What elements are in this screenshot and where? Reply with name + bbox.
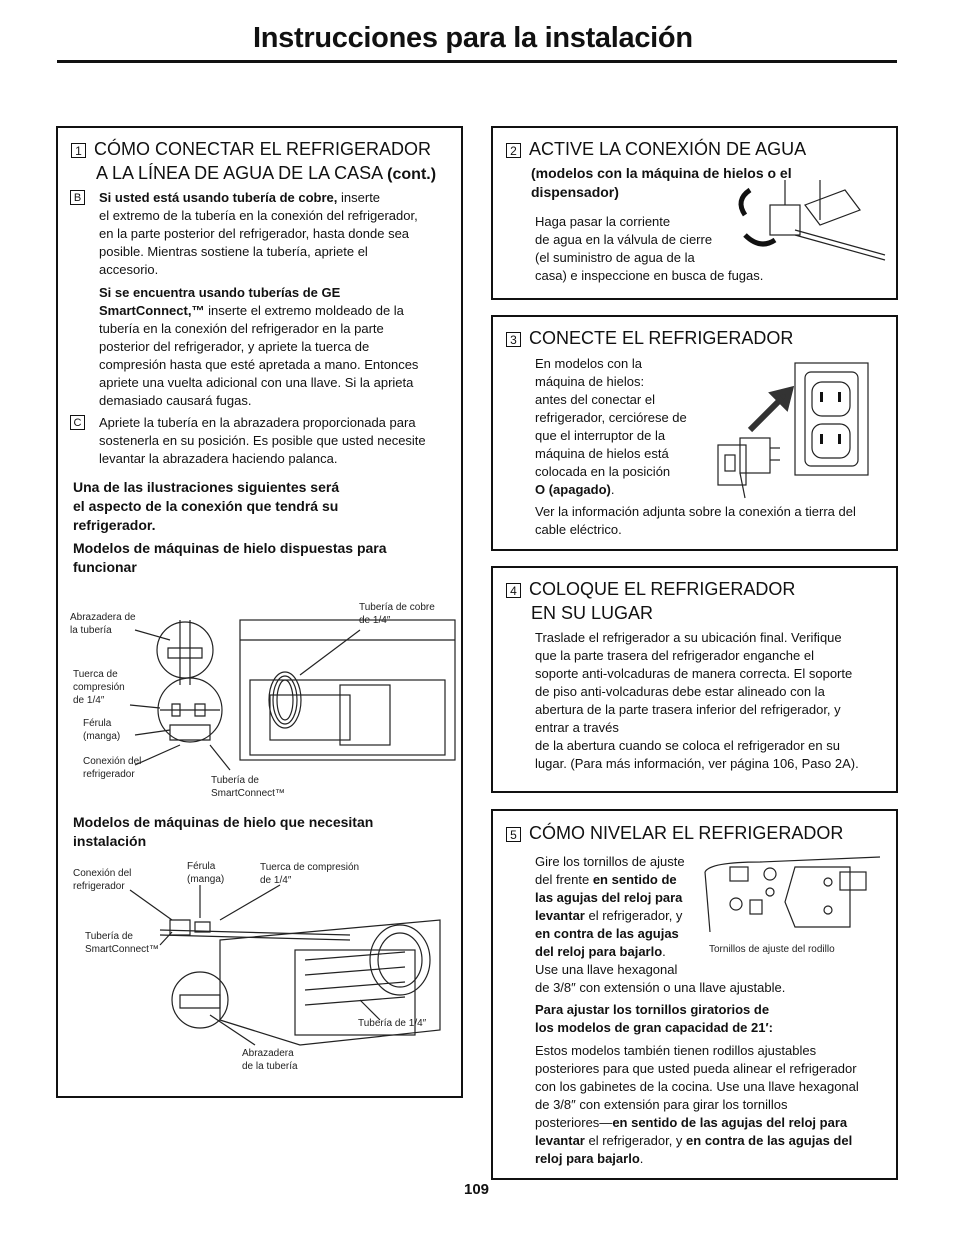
section-4-heading: 4 COLOQUE EL REFRIGERADOR: [506, 578, 795, 600]
label-pipe-clamp: Abrazadera de la tubería: [70, 612, 136, 636]
section-4-heading-line2: EN SU LUGAR: [531, 603, 654, 623]
label-pipe-clamp-2: Abrazadera de la tubería: [242, 1048, 298, 1072]
step-c-text: Apriete la tubería en la abrazadera proporcionada para sostenerla en su posición. Es posible que usted necesite levantar la abrazadera haciendo palanca.: [99, 415, 426, 466]
label-ferrule-2: Férula (manga): [187, 861, 225, 885]
section-2-heading: 2 ACTIVE LA CONEXIÓN DE AGUA: [506, 138, 806, 160]
section-4-text: Traslade el refrigerador a su ubicación final. Verifique que la parte trasera del refrigerador enganche el soporte anti-volcaduras de manera correcta. El soporte de piso anti-volcaduras debe estar alineado con la abertura de la parte trasera inferior del refrigerador, y entrar a través de la abertura cuando se coloca el refrigerador en su lugar. (Para más información, ver página 106, Paso 2A).: [535, 630, 859, 771]
label-compression-nut: Tuerca de compresión de 1/4″: [73, 669, 125, 706]
smartconnect-text: Si se encuentra usando tuberías de GE SmartConnect,™ inserte el extremo moldeado de la tubería en la conexión del refrigerador en la parte posterior del refrigerador, y apriete la tuerca de compresión hasta que esté apretada a mano. Entonces apriete una vuelta adicional con una llave. Si la aprieta demasiado causará fugas.: [99, 285, 419, 408]
illustration-note: Una de las ilustraciones siguientes será el aspecto de la conexión que tendrá su refrigerador.: [73, 479, 340, 533]
section-2-subheading: (modelos con la máquina de hielos o el dispensador): [531, 165, 792, 200]
install-models-heading: Modelos de máquinas de hielo que necesitan instalación: [73, 814, 374, 849]
outlet-plug-illustration: [710, 360, 870, 500]
label-ferrule: Férula (manga): [83, 718, 121, 742]
section-3-note: Ver la información adjunta sobre la conexión a tierra del cable eléctrico.: [535, 504, 856, 537]
section-3-text: En modelos con la máquina de hielos: antes del conectar el refrigerador, cerciórese de que el interruptor de la máquina de hielos está colocada en la posición O (apagado).: [535, 356, 687, 497]
page-title: Instrucciones para la instalación: [253, 22, 693, 54]
step-letter-c: C: [70, 415, 85, 430]
step-letter-b: B: [70, 190, 85, 205]
section-2-text: Haga pasar la corriente de agua en la válvula de cierre (el suministro de agua de la casa) e inspeccione en busca de fugas.: [535, 214, 764, 283]
label-smartconnect-tube: Tubería de SmartConnect™: [211, 775, 285, 799]
step-number: 1: [71, 143, 86, 158]
label-compression-nut-2: Tuerca de compresión de 1/4″: [260, 862, 360, 886]
label-quarter-tube: Tubería de 1/4″: [358, 1018, 427, 1029]
section-5-subheading: Para ajustar los tornillos giratorios de los modelos de gran capacidad de 21′:: [535, 1002, 773, 1035]
section-5-heading: 5 CÓMO NIVELAR EL REFRIGERADOR: [506, 822, 843, 844]
label-roller-screws: Tornillos de ajuste del rodillo: [709, 944, 835, 955]
section-1-heading: 1 CÓMO CONECTAR EL REFRIGERADOR: [71, 138, 431, 160]
section-5-rear-text: Estos modelos también tienen rodillos ajustables posteriores para que usted pueda alinear el refrigerador con los gabinetes de la cocina. Use una llave hexagonal de 3/8″ con extensión para girar los tornillos posteriores—en sentido de las agujas del reloj para levantar el refrigerador, y en contra de las agujas del reloj para bajarlo.: [535, 1043, 859, 1166]
label-copper-tube: Tubería de cobre de 1/4″: [359, 602, 435, 626]
label-smartconnect-tube-2: Tubería de SmartConnect™: [85, 931, 159, 955]
section-3-heading: 3 CONECTE EL REFRIGERADOR: [506, 327, 793, 349]
section-5-text: Gire los tornillos de ajuste del frente en sentido de las agujas del reloj para levantar el refrigerador, y en contra de las agujas del reloj para bajarlo. Use una llave hexagonal de 3/8″ con extensión o una llave ajustable.: [535, 854, 786, 995]
section-1-heading-line2: A LA LÍNEA DE AGUA DE LA CASA (cont.): [96, 163, 437, 183]
page-number: 109: [464, 1181, 490, 1198]
step-b-text: Si usted está usando tubería de cobre, inserte el extremo de la tubería en la conexión del refrigerador, en la parte posterior del refrigerador, hasta donde sea posible. Mientras sostiene la tubería, apriete el accesorio.: [99, 190, 418, 277]
title-rule: [57, 60, 897, 63]
roller-adjust-illustration: [700, 852, 885, 942]
label-fridge-connection-2: Conexión del refrigerador: [73, 868, 132, 892]
ready-models-heading: Modelos de máquinas de hielo dispuestas para funcionar: [73, 540, 387, 575]
label-fridge-connection: Conexión del refrigerador: [83, 756, 142, 780]
shutoff-valve-illustration: [725, 180, 890, 265]
